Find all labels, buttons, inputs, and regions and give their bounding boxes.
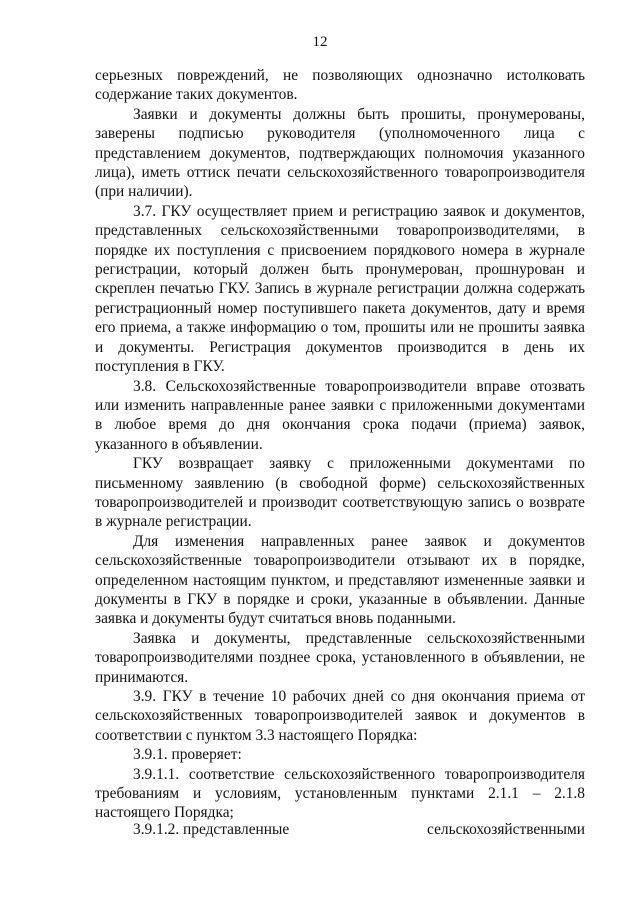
paragraph: Заявки и документы должны быть прошиты, пронумерованы, заверены подписью руководителя (уполномоченного лица с представлением документов, подтверждающих полномочия указанного лица), иметь оттиск печати сельскохозяйственного товаропроизводителя (при наличии). <box>95 105 585 201</box>
last-line-right: сельскохозяйственными <box>427 821 585 838</box>
paragraph: 3.7. ГКУ осуществляет прием и регистрацию заявок и документов, представленных сельскохозяйственными товаропроизводителями, в порядке их поступления с присвоением порядкового номера в журнале регистрации, который должен быть пронумерован, прошнурован и скреплен печатью ГКУ. Запись в журнале регистрации должна содержать регистрационный номер поступившего пакета документов, дату и время его приема, а также информацию о том, прошиты или не прошиты заявка и документы. Регистрация документов производится в день их поступления в ГКУ. <box>95 202 585 376</box>
paragraph: 3.8. Сельскохозяйственные товаропроизводители вправе отозвать или изменить направленные ранее заявки с приложенными документами в любое время до дня окончания срока подачи (приема) заявок, указанного в объявлении. <box>95 377 585 453</box>
paragraph-last-line <box>95 820 585 839</box>
paragraph: 3.9.1. проверяет: <box>133 746 242 764</box>
paragraph: 3.9.1.1. соответствие сельскохозяйственного товаропроизводителя требованиям и условиям, установленным пунктами 2.1.1 – 2.1.8 настоящего Порядка; <box>95 765 585 822</box>
paragraph: Заявка и документы, представленные сельскохозяйственными товаропроизводителями позднее срока, установленного в объявлении, не принимаются. <box>95 629 585 686</box>
paragraph: 3.9. ГКУ в течение 10 рабочих дней со дня окончания приема от сельскохозяйственных товаропроизводителей заявок и документов в соответствии с пунктом 3.3 настоящего Порядка: <box>95 688 585 744</box>
paragraph: серьезных повреждений, не позволяющих однозначно истолковать содержание таких документов. <box>95 67 585 104</box>
last-line-left: 3.9.1.2. представленные <box>133 821 290 838</box>
paragraph: ГКУ возвращает заявку с приложенными документами по письменному заявлению (в свободной форме) сельскохозяйственных товаропроизводителей и производит соответствующую запись о возврате в журнале регистрации. <box>95 455 585 531</box>
body-text <box>95 66 585 823</box>
paragraph: Для изменения направленных ранее заявок и документов сельскохозяйственные товаропроизводители отзывают их в порядке, определенном настоящим пунктом, и представляют измененные заявки и документы в ГКУ в порядке и сроки, указанные в объявлении. Данные заявка и документы будут считаться вновь поданными. <box>95 532 585 628</box>
page-number: 12 <box>312 34 328 50</box>
